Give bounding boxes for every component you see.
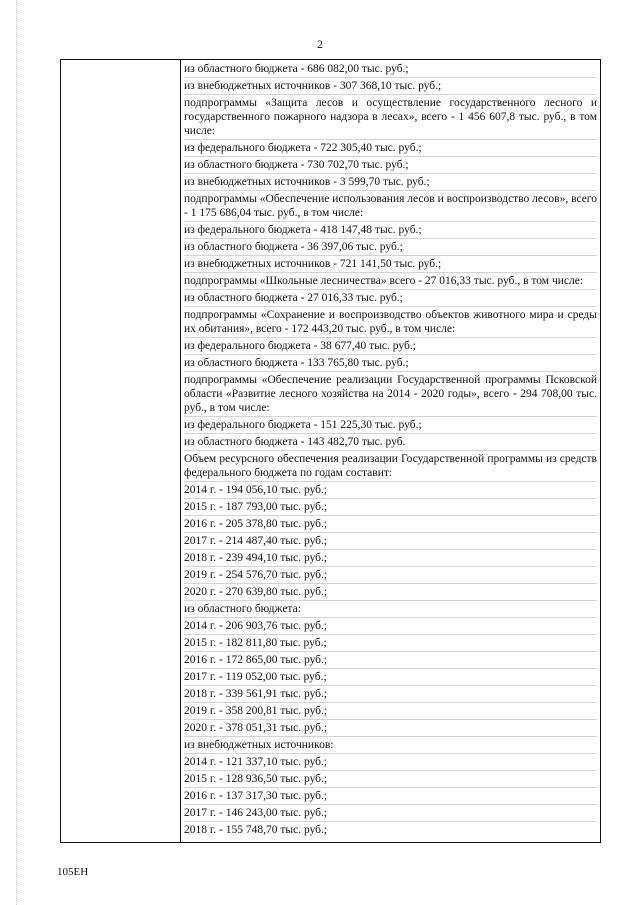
text-row: 2019 г. - 254 576,70 тыс. руб.;	[184, 567, 597, 584]
text-row: подпрограммы «Обеспечение реализации Государственной программы Псковской области «Развитие лесного хозяйства на 2014 - 2020 годы», всего - 294 708,00 тыс. руб., в том числе:	[184, 372, 597, 417]
footer-document-code: 105ЕН	[57, 866, 89, 878]
text-row: 2016 г. - 172 865,00 тыс. руб.;	[184, 652, 597, 669]
text-row: из федерального бюджета - 418 147,48 тыс. руб.;	[184, 222, 597, 239]
table-column-divider	[180, 60, 181, 842]
text-row: 2017 г. - 214 487,40 тыс. руб.;	[184, 533, 597, 550]
text-row: из областного бюджета - 143 482,70 тыс. руб.	[184, 434, 597, 451]
text-row: 2015 г. - 187 793,00 тыс. руб.;	[184, 499, 597, 516]
text-row: подпрограммы «Обеспечение использования лесов и воспроизводство лесов», всего - 1 175 686,04 тыс. руб., в том числе:	[184, 191, 597, 222]
text-row: из федерального бюджета - 151 225,30 тыс. руб.;	[184, 417, 597, 434]
document-table	[60, 59, 601, 843]
text-row: 2019 г. - 358 200,81 тыс. руб.;	[184, 703, 597, 720]
text-row: Объем ресурсного обеспечения реализации Государственной программы из средств федерального бюджета по годам составит:	[184, 451, 597, 482]
funding-details-cell	[184, 61, 597, 838]
text-row: из внебюджетных источников - 3 599,70 тыс. руб.;	[184, 174, 597, 191]
text-row: из областного бюджета - 686 082,00 тыс. руб.;	[184, 61, 597, 78]
text-row: из внебюджетных источников - 721 141,50 тыс. руб.;	[184, 256, 597, 273]
text-row: 2018 г. - 339 561,91 тыс. руб.;	[184, 686, 597, 703]
text-row: из областного бюджета:	[184, 601, 597, 618]
text-row: из областного бюджета - 27 016,33 тыс. руб.;	[184, 290, 597, 307]
scan-margin-line	[16, 0, 17, 905]
text-row: 2018 г. - 155 748,70 тыс. руб.;	[184, 824, 328, 836]
text-row: подпрограммы «Сохранение и воспроизводство объектов животного мира и среды их обитания», всего - 172 443,20 тыс. руб., в том числе:	[184, 307, 597, 338]
text-row: 2017 г. - 146 243,00 тыс. руб.;	[184, 805, 597, 822]
text-row: 2016 г. - 205 378,80 тыс. руб.;	[184, 516, 597, 533]
text-row: 2020 г. - 378 051,31 тыс. руб.;	[184, 720, 597, 737]
text-row: 2014 г. - 194 056,10 тыс. руб.;	[184, 482, 597, 499]
text-row: 2015 г. - 182 811,80 тыс. руб.;	[184, 635, 597, 652]
text-row: из областного бюджета - 133 765,80 тыс. руб.;	[184, 355, 597, 372]
text-row: из федерального бюджета - 722 305,40 тыс. руб.;	[184, 140, 597, 157]
text-row: 2016 г. - 137 317,30 тыс. руб.;	[184, 788, 597, 805]
text-row: из областного бюджета - 730 702,70 тыс. руб.;	[184, 157, 597, 174]
text-row: из внебюджетных источников:	[184, 737, 597, 754]
text-row: 2014 г. - 206 903,76 тыс. руб.;	[184, 618, 597, 635]
text-row: из внебюджетных источников - 307 368,10 тыс. руб.;	[184, 78, 597, 95]
text-row: 2017 г. - 119 052,00 тыс. руб.;	[184, 669, 597, 686]
text-row: 2014 г. - 121 337,10 тыс. руб.;	[184, 754, 597, 771]
text-row: из федерального бюджета - 38 677,40 тыс. руб.;	[184, 338, 597, 355]
text-row: 2018 г. - 239 494,10 тыс. руб.;	[184, 550, 597, 567]
text-row: подпрограммы «Школьные лесничества» всего - 27 016,33 тыс. руб., в том числе:	[184, 273, 597, 290]
text-row: 2020 г. - 270 639,80 тыс. руб.;	[184, 584, 597, 601]
text-row: 2015 г. - 128 936,50 тыс. руб.;	[184, 771, 597, 788]
page-number: 2	[317, 37, 323, 51]
text-row: из областного бюджета - 36 397,06 тыс. руб.;	[184, 239, 597, 256]
text-row: подпрограммы «Защита лесов и осуществление государственного лесного и государственного пожарного надзора в лесах», всего - 1 456 607,8 тыс. руб., в том числе:	[184, 95, 597, 140]
